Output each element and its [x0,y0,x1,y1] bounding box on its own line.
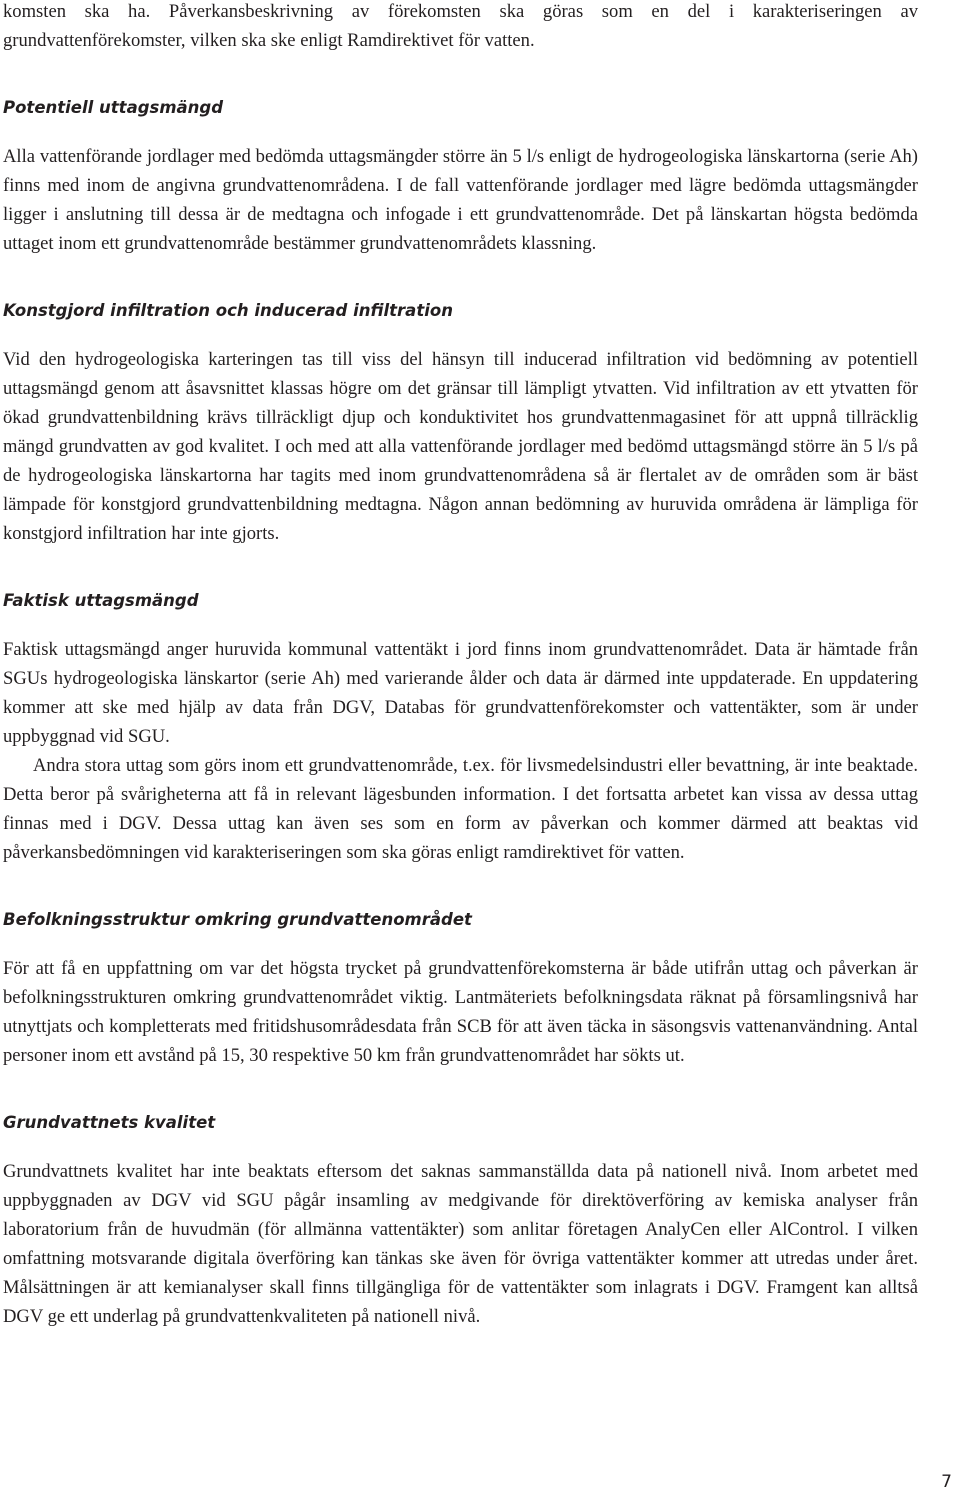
section-paragraph: Alla vattenförande jordlager med bedömda uttagsmängder större än 5 l/s enligt de hydrogeologiska länskartorna (serie Ah) finns med inom de angivna grundvattenområdena. I de fall vattenförande jordlager med lägre bedömda uttagsmängder ligger i anslutning till dessa är de medtagna och infogade i ett grundvattenområde. Det på länskartan högsta bedömda uttaget inom ett grundvattenområde bestämmer grundvattenområdets klassning. [3,146,918,254]
section-paragraph: Faktisk uttagsmängd anger huruvida kommunal vattentäkt i jord finns inom grundvattenområdet. Data är hämtade från SGUs hydrogeologiska länskartor (serie Ah) med varierande ålder och data är därmed inte uppdaterade. En uppdatering kommer att ske med hjälp av data från DGV, Databas för grundvattenförekomster och vattentäkter, som är under uppbyggnad vid SGU. [3,639,918,747]
section-heading-befolkningsstruktur: Befolkningsstruktur omkring grundvattenområdet [3,910,472,929]
document-page [3,0,918,1331]
section-paragraph: För att få en uppfattning om var det högsta trycket på grundvattenförekomsterna är både utifrån uttag och påverkan är befolkningsstrukturen omkring grundvattenområdet viktig. Lantmäteriets befolkningsdata räknat på församlingsnivå har utnyttjats och kompletterats med fritidshusområdesdata från SCB för att även täcka in säsongsvis vattenanvändning. Antal personer inom ett avstånd på 15, 30 respektive 50 km från grundvattenområdet har sökts ut. [3,958,918,1066]
section-heading-potentiell-uttagsmangd: Potentiell uttagsmängd [3,98,224,117]
section-paragraph: Vid den hydrogeologiska karteringen tas till viss del hänsyn till inducerad infiltration vid bedömning av potentiell uttagsmängd genom att åsavsnittet klassas högre om det gränsar till lämpligt ytvatten. Vid infiltration av ett ytvatten för ökad grundvattenbildning krävs tillräckligt djup och konduktivitet hos grundvattenmagasinet för att uppnå tillräcklig mängd grundvatten av god kvalitet. I och med att alla vattenförande jordlager med bedömd uttagsmängd större än 5 l/s på de hydrogeologiska länskartorna har tagits med inom grundvattenområdena så är flertalet av de områden som är bäst lämpade för konstgjord grundvattenbildning medtagna. Någon annan bedömning av huruvida områdena är lämpliga för konstgjord infiltration har inte gjorts. [3,349,918,544]
section-paragraph: Grundvattnets kvalitet har inte beaktats eftersom det saknas sammanställda data på nationell nivå. Inom arbetet med uppbyggnaden av DGV vid SGU pågår insamling av medgivande för direktöverföring av kemiska analyser från laboratorium från de huvudmän (för allmänna vattentäkter) som anlitar företagen AnalyCen eller AlControl. I vilken omfattning motsvarande digitala överföring kan tänkas ske även för övriga vattentäkter kommer att utredas under året. Målsättningen är att kemianalyser skall finns tillgängliga för de vattentäkter som inlagrats i DGV. Framgent kan alltså DGV ge ett underlag på grundvattenkvaliteten på nationell nivå. [3,1161,918,1327]
section-heading-grundvattnets-kvalitet: Grundvattnets kvalitet [3,1113,216,1132]
intro-paragraph: komsten ska ha. Påverkansbeskrivning av förekomsten ska göras som en del i karakteriseringen av grundvattenförekomster, vilken ska ske enligt Ramdirektivet för vatten. [3,1,918,51]
page-number: 7 [941,1472,952,1492]
section-heading-konstgjord-infiltration: Konstgjord infiltration och inducerad infiltration [3,301,453,320]
section-heading-faktisk-uttagsmangd: Faktisk uttagsmängd [3,591,199,610]
section-paragraph: Andra stora uttag som görs inom ett grundvattenområde, t.ex. för livsmedelsindustri eller bevattning, är inte beaktade. Detta beror på svårigheterna att få in relevant lägesbunden information. I det fortsatta arbetet kan vissa av dessa uttag finnas med i DGV. Dessa uttag kan även ses som en form av påverkan och kommer därmed att beaktas vid påverkansbedömningen vid karakteriseringen som ska göras enligt ramdirektivet för vatten. [3,755,918,863]
